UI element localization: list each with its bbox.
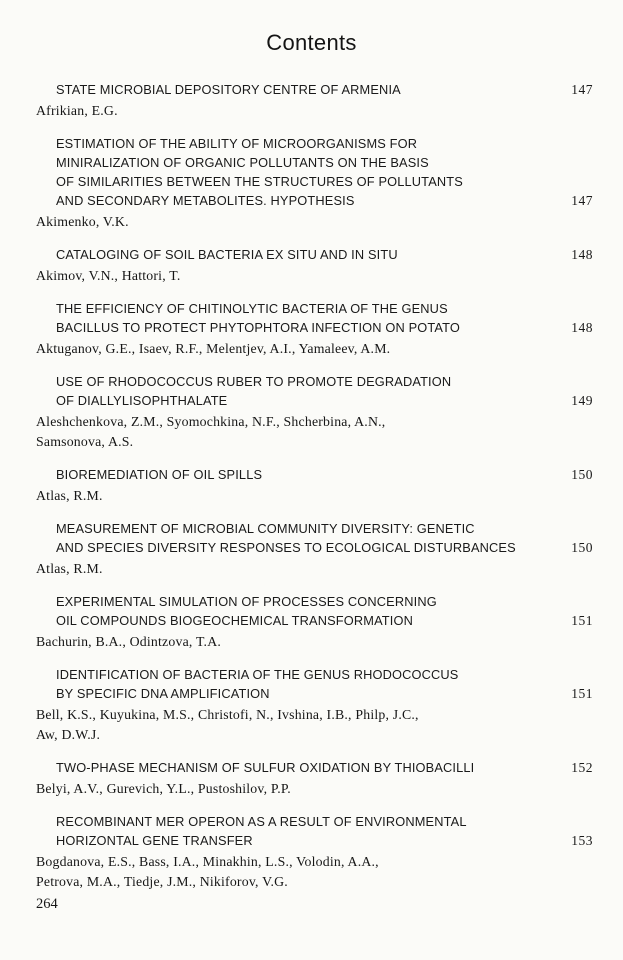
entry-title-text: ESTIMATION OF THE ABILITY OF MICROORGANISMS FOR — [56, 136, 418, 151]
entry-page-number: 147 — [571, 193, 593, 208]
toc-entry — [36, 758, 593, 799]
entry-title-line — [56, 191, 593, 210]
entry-authors-block — [36, 101, 593, 121]
entry-title-line — [56, 153, 593, 172]
entry-title-block — [36, 465, 593, 484]
entry-authors-block — [36, 266, 593, 286]
entry-title-block — [36, 758, 593, 777]
entry-title-line — [56, 592, 593, 611]
entry-authors-block — [36, 486, 593, 506]
entry-title-text: OF SIMILARITIES BETWEEN THE STRUCTURES OF POLLUTANTS — [56, 174, 463, 189]
entry-title-line — [56, 172, 593, 191]
toc-entry — [36, 812, 593, 892]
page-title: Contents — [266, 30, 357, 55]
entry-title-line — [56, 684, 593, 703]
entry-authors: Bachurin, B.A., Odintzova, T.A. — [36, 634, 222, 649]
toc-entry — [36, 465, 593, 506]
entry-title-text: EXPERIMENTAL SIMULATION OF PROCESSES CONCERNING — [56, 594, 437, 609]
toc-entries — [36, 80, 593, 892]
entry-authors-block — [36, 339, 593, 359]
entry-title-block — [36, 665, 593, 703]
toc-entry — [36, 80, 593, 121]
entry-title-text: MEASUREMENT OF MICROBIAL COMMUNITY DIVERSITY: GENETIC — [56, 521, 475, 536]
entry-title-line — [56, 80, 593, 99]
entry-title-line — [56, 665, 593, 684]
toc-entry — [36, 134, 593, 232]
entry-title-text: AND SECONDARY METABOLITES. HYPOTHESIS — [56, 193, 355, 208]
entry-authors-block — [36, 212, 593, 232]
entry-title-block — [36, 134, 593, 210]
entry-title-block — [36, 592, 593, 630]
entry-title-text: BACILLUS TO PROTECT PHYTOPHTORA INFECTION ON POTATO — [56, 320, 460, 335]
entry-title-text: CATALOGING OF SOIL BACTERIA EX SITU AND IN SITU — [56, 247, 398, 262]
entry-title-text: RECOMBINANT MER OPERON AS A RESULT OF ENVIRONMENTAL — [56, 814, 467, 829]
entry-page-number: 147 — [571, 82, 593, 97]
entry-authors: Atlas, R.M. — [36, 488, 103, 503]
entry-title-text: USE OF RHODOCOCCUS RUBER TO PROMOTE DEGRADATION — [56, 374, 452, 389]
entry-authors: Afrikian, E.G. — [36, 103, 118, 118]
entry-authors: Bell, K.S., Kuyukina, M.S., Christofi, N., Ivshina, I.B., Philp, J.C., — [36, 707, 419, 722]
entry-title-text: MINIRALIZATION OF ORGANIC POLLUTANTS ON THE BASIS — [56, 155, 429, 170]
entry-title-line — [56, 812, 593, 831]
entry-authors: Bogdanova, E.S., Bass, I.A., Minakhin, L.S., Volodin, A.A., — [36, 854, 379, 869]
entry-authors: Petrova, M.A., Tiedje, J.M., Nikiforov, V.G. — [36, 874, 288, 889]
entry-title-text: THE EFFICIENCY OF CHITINOLYTIC BACTERIA OF THE GENUS — [56, 301, 448, 316]
entry-authors-block — [36, 705, 593, 745]
entry-title-text: AND SPECIES DIVERSITY RESPONSES TO ECOLOGICAL DISTURBANCES — [56, 540, 516, 555]
entry-title-text: STATE MICROBIAL DEPOSITORY CENTRE OF ARMENIA — [56, 82, 401, 97]
entry-title-line — [56, 758, 593, 777]
entry-authors-block — [36, 412, 593, 452]
entry-title-line — [56, 519, 593, 538]
entry-authors-block — [36, 779, 593, 799]
entry-title-text: IDENTIFICATION OF BACTERIA OF THE GENUS RHODOCOCCUS — [56, 667, 459, 682]
folio-page-number: 264 — [36, 896, 58, 912]
entry-page-number: 152 — [571, 760, 593, 775]
entry-title-block — [36, 519, 593, 557]
entry-title-line — [56, 299, 593, 318]
entry-page-number: 148 — [571, 320, 593, 335]
entry-authors-block — [36, 632, 593, 652]
entry-title-line — [56, 538, 593, 557]
entry-title-block — [36, 812, 593, 850]
entry-title-line — [56, 134, 593, 153]
entry-title-text: TWO-PHASE MECHANISM OF SULFUR OXIDATION BY THIOBACILLI — [56, 760, 475, 775]
entry-title-text: OF DIALLYLISOPHTHALATE — [56, 393, 228, 408]
toc-entry — [36, 665, 593, 745]
entry-page-number: 150 — [571, 467, 593, 482]
entry-title-text: BIOREMEDIATION OF OIL SPILLS — [56, 467, 263, 482]
entry-title-block — [36, 80, 593, 99]
entry-page-number: 151 — [571, 686, 593, 701]
toc-entry — [36, 372, 593, 452]
entry-authors: Aw, D.W.J. — [36, 727, 101, 742]
entry-title-line — [56, 318, 593, 337]
entry-page-number: 153 — [571, 833, 593, 848]
toc-entry — [36, 245, 593, 286]
entry-page-number: 150 — [571, 540, 593, 555]
entry-page-number: 148 — [571, 247, 593, 262]
entry-title-line — [56, 372, 593, 391]
entry-authors: Akimov, V.N., Hattori, T. — [36, 268, 181, 283]
entry-authors-block — [36, 559, 593, 579]
entry-title-text: OIL COMPOUNDS BIOGEOCHEMICAL TRANSFORMATION — [56, 613, 413, 628]
entry-authors: Samsonova, A.S. — [36, 434, 134, 449]
entry-authors: Aleshchenkova, Z.M., Syomochkina, N.F., Shcherbina, A.N., — [36, 414, 386, 429]
entry-title-line — [56, 611, 593, 630]
entry-page-number: 151 — [571, 613, 593, 628]
entry-authors: Aktuganov, G.E., Isaev, R.F., Melentjev, A.I., Yamaleev, A.M. — [36, 341, 391, 356]
entry-page-number: 149 — [571, 393, 593, 408]
entry-title-block — [36, 299, 593, 337]
entry-authors: Belyi, A.V., Gurevich, Y.L., Pustoshilov, P.P. — [36, 781, 291, 796]
entry-title-text: BY SPECIFIC DNA AMPLIFICATION — [56, 686, 270, 701]
entry-title-line — [56, 245, 593, 264]
entry-authors: Atlas, R.M. — [36, 561, 103, 576]
entry-title-line — [56, 831, 593, 850]
entry-title-block — [36, 372, 593, 410]
toc-entry — [36, 519, 593, 579]
entry-authors: Akimenko, V.K. — [36, 214, 129, 229]
entry-authors-block — [36, 852, 593, 892]
toc-entry — [36, 299, 593, 359]
entry-title-block — [36, 245, 593, 264]
entry-title-line — [56, 465, 593, 484]
toc-entry — [36, 592, 593, 652]
entry-title-line — [56, 391, 593, 410]
entry-title-text: HORIZONTAL GENE TRANSFER — [56, 833, 253, 848]
